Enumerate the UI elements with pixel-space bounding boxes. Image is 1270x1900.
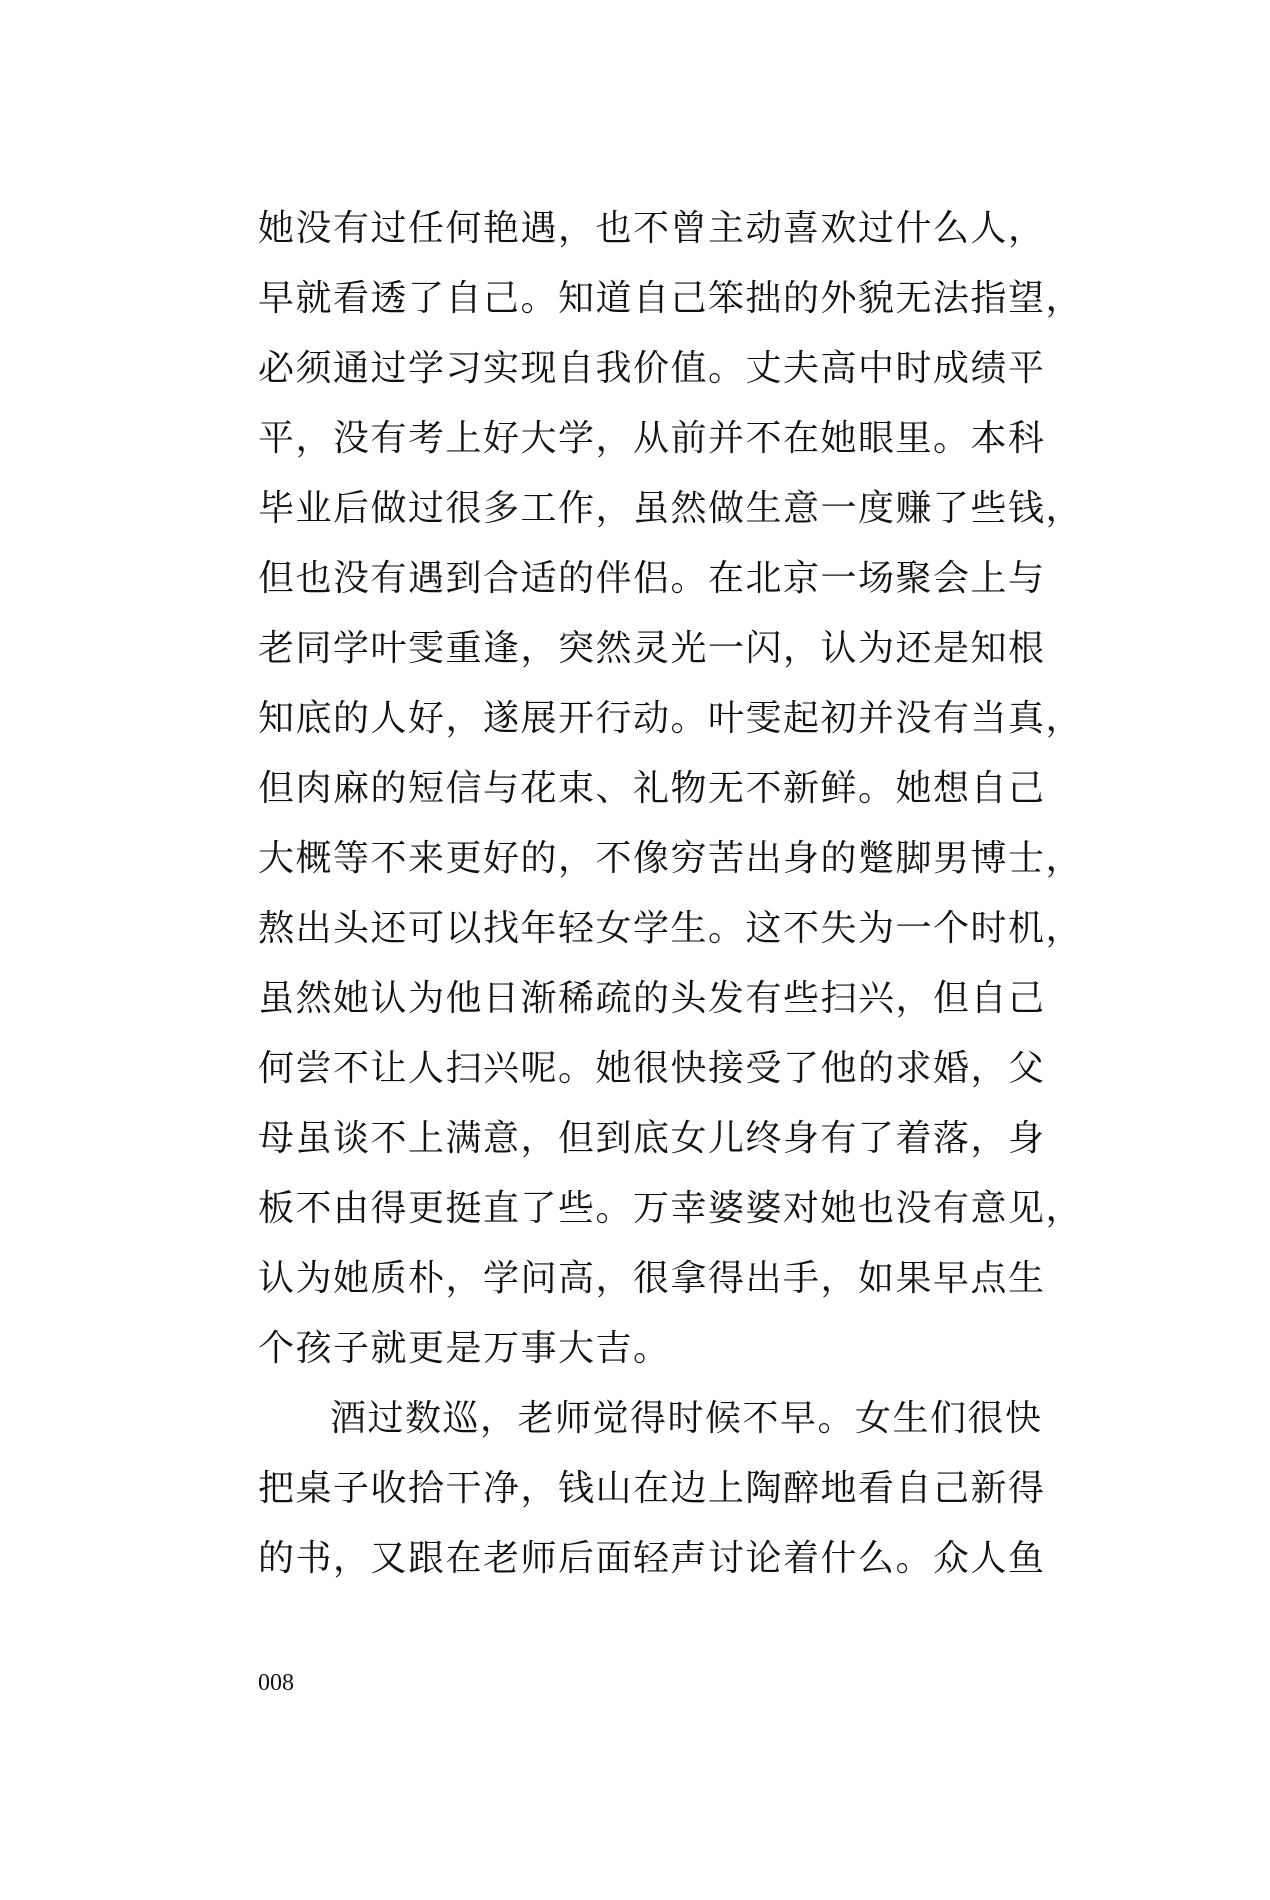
text-line: 母虽谈不上满意，但到底女儿终身有了着落，身 — [258, 1118, 1046, 1159]
text-line: 大概等不来更好的，不像穷苦出身的蹩脚男博士， — [258, 838, 1084, 879]
text-line: 平，没有考上好大学，从前并不在她眼里。本科 — [258, 418, 1046, 459]
text-line: 个孩子就更是万事大吉。 — [258, 1328, 671, 1369]
text-line: 板不由得更挺直了些。万幸婆婆对她也没有意见， — [258, 1188, 1084, 1229]
text-line: 知底的人好，遂展开行动。叶雯起初并没有当真， — [258, 698, 1084, 739]
text-line: 但也没有遇到合适的伴侣。在北京一场聚会上与 — [258, 558, 1046, 599]
text-line: 认为她质朴，学问高，很拿得出手，如果早点生 — [258, 1258, 1046, 1299]
text-line: 何尝不让人扫兴呢。她很快接受了他的求婚，父 — [258, 1048, 1046, 1089]
text-line: 虽然她认为他日渐稀疏的头发有些扫兴，但自己 — [258, 978, 1046, 1019]
text-line: 的书，又跟在老师后面轻声讨论着什么。众人鱼 — [258, 1538, 1046, 1579]
text-line: 把桌子收拾干净，钱山在边上陶醉地看自己新得 — [258, 1468, 1046, 1509]
paragraph-start-line: 酒过数巡，老师觉得时候不早。女生们很快 — [330, 1398, 1043, 1439]
page-number: 008 — [258, 1670, 294, 1696]
text-line: 老同学叶雯重逢，突然灵光一闪，认为还是知根 — [258, 628, 1046, 669]
text-line: 毕业后做过很多工作，虽然做生意一度赚了些钱， — [258, 488, 1084, 529]
text-line: 必须通过学习实现自我价值。丈夫高中时成绩平 — [258, 348, 1046, 389]
text-line: 早就看透了自己。知道自己笨拙的外貌无法指望， — [258, 278, 1084, 319]
body-text — [258, 194, 1084, 1594]
text-line: 但肉麻的短信与花束、礼物无不新鲜。她想自己 — [258, 768, 1046, 809]
text-line: 她没有过任何艳遇，也不曾主动喜欢过什么人， — [258, 208, 1046, 249]
text-line: 熬出头还可以找年轻女学生。这不失为一个时机， — [258, 908, 1084, 949]
